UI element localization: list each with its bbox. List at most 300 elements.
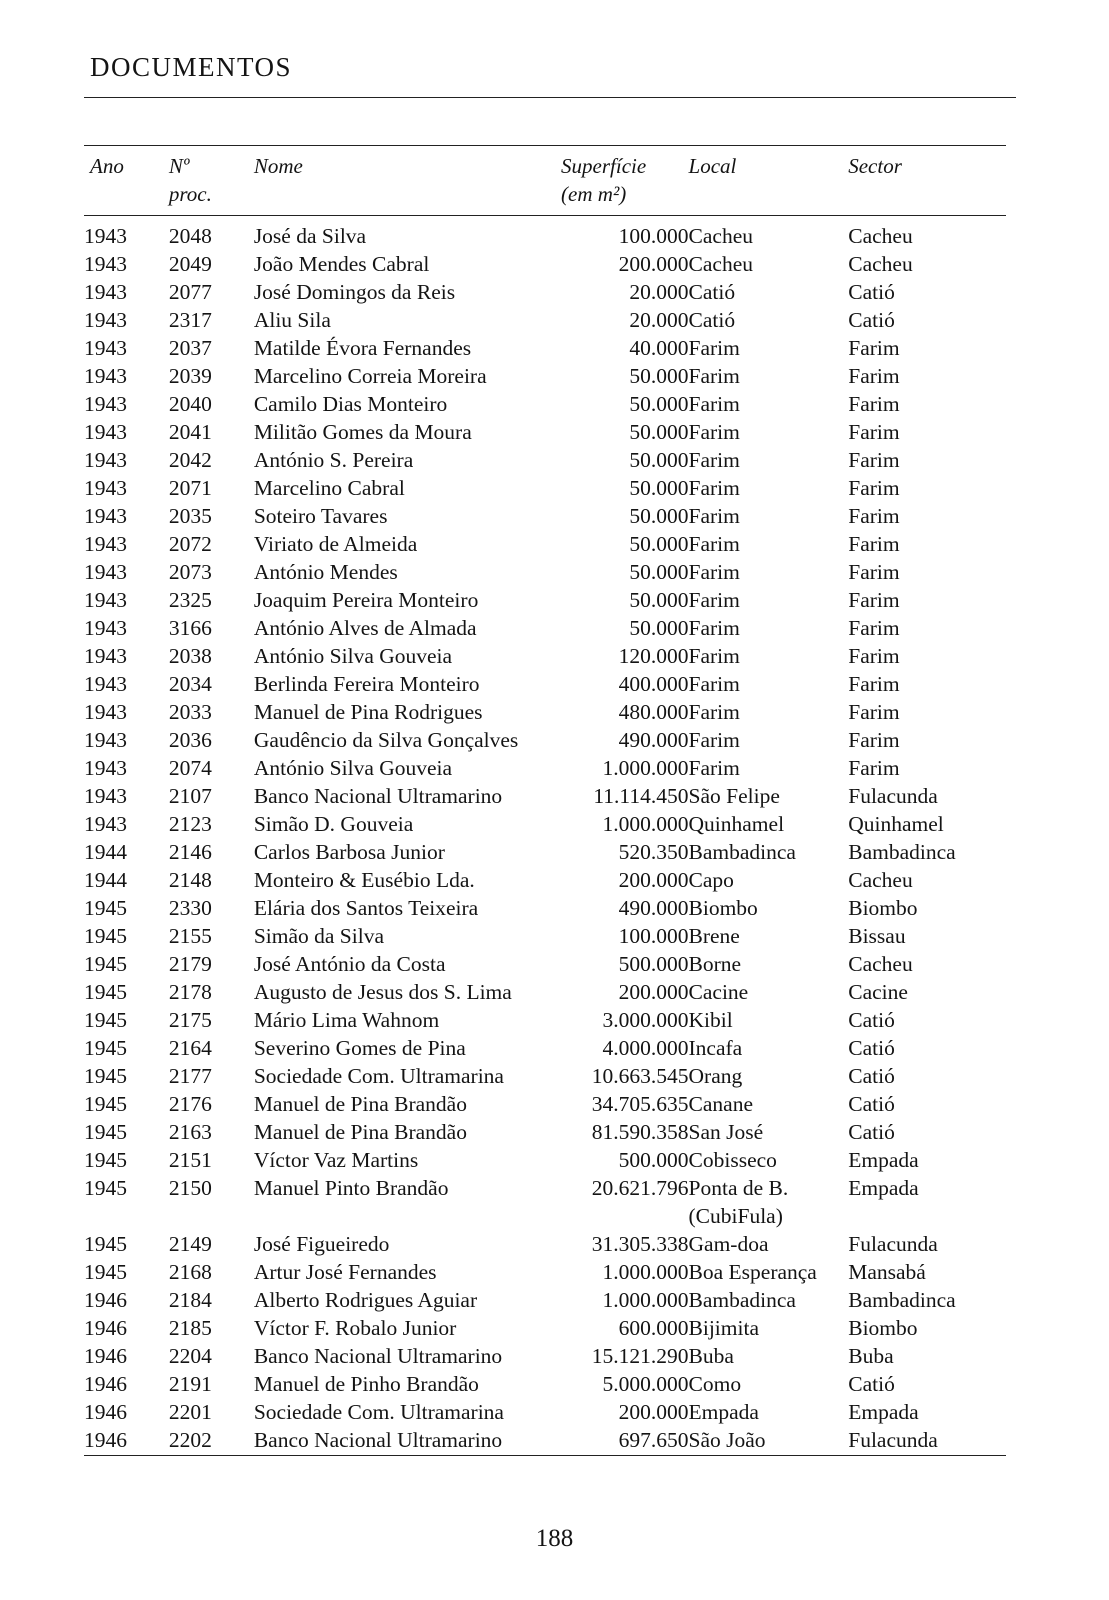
table-row (84, 1314, 1006, 1342)
cell-sector: Farim (848, 700, 900, 724)
cell-local: Farim (688, 476, 740, 500)
cell-sector: Catió (848, 1120, 895, 1144)
cell-ano: 1945 (84, 1260, 127, 1284)
cell-local: Farim (688, 420, 740, 444)
table-row (84, 446, 1006, 474)
cell-local: Farim (688, 644, 740, 668)
cell-ano: 1943 (84, 392, 127, 416)
cell-nome: Monteiro & Eusébio Lda. (253, 868, 475, 892)
table-row (84, 1090, 1006, 1118)
cell-nome: Soteiro Tavares (253, 504, 388, 528)
cell-sector: Catió (848, 1372, 895, 1396)
table-header (84, 146, 1006, 216)
column-header-local: Local (689, 146, 849, 216)
cell-local: Como (688, 1372, 742, 1396)
cell-superficie: 490.000 (618, 896, 689, 920)
cell-nome: Berlinda Fereira Monteiro (253, 672, 480, 696)
cell-ano: 1945 (84, 896, 127, 920)
cell-sector: Catió (848, 1008, 895, 1032)
cell-ano: 1946 (84, 1428, 127, 1452)
cell-nome: João Mendes Cabral (253, 252, 430, 276)
cell-superficie: 200.000 (618, 980, 689, 1004)
cell-ano: 1943 (84, 784, 127, 808)
table-row (84, 978, 1006, 1006)
cell-proc: 2330 (168, 896, 212, 920)
cell-superficie: 11.114.450 (593, 784, 689, 808)
cell-sector: Farim (848, 588, 900, 612)
cell-nome: Carlos Barbosa Junior (253, 840, 445, 864)
running-head: DOCUMENTOS (90, 52, 293, 82)
cell-proc: 2163 (168, 1120, 212, 1144)
table-row (84, 1258, 1006, 1286)
cell-superficie: 500.000 (618, 1148, 689, 1172)
table-row (84, 216, 1006, 251)
cell-local: Incafa (688, 1036, 743, 1060)
cell-local: Orang (688, 1064, 743, 1088)
table-row (84, 698, 1006, 726)
cell-ano: 1943 (84, 280, 127, 304)
cell-proc: 2177 (168, 1064, 212, 1088)
cell-nome: Gaudêncio da Silva Gonçalves (253, 728, 519, 752)
cell-local: Bijimita (688, 1316, 759, 1340)
cell-superficie: 1.000.000 (602, 1260, 689, 1284)
cell-ano: 1944 (84, 868, 127, 892)
cell-nome: Banco Nacional Ultramarino (253, 1344, 503, 1368)
cell-local: Farim (688, 336, 740, 360)
cell-sector: Cacheu (848, 868, 913, 892)
cell-sector: Empada (848, 1176, 919, 1200)
cell-nome: Manuel de Pina Rodrigues (253, 700, 483, 724)
cell-proc: 2150 (168, 1176, 212, 1200)
cell-local: Farim (688, 588, 740, 612)
table-row (84, 922, 1006, 950)
cell-superficie: 400.000 (618, 672, 689, 696)
cell-sector: Catió (848, 280, 895, 304)
cell-proc: 2168 (168, 1260, 212, 1284)
cell-local: Farim (688, 616, 740, 640)
cell-local: San José (688, 1120, 764, 1144)
cell-proc: 2040 (168, 392, 212, 416)
cell-superficie: 34.705.635 (591, 1092, 689, 1116)
cell-sector: Farim (848, 672, 900, 696)
cell-nome: Militão Gomes da Moura (253, 420, 472, 444)
cell-ano: 1944 (84, 840, 127, 864)
cell-superficie: 4.000.000 (602, 1036, 689, 1060)
cell-ano: 1943 (84, 420, 127, 444)
cell-ano: 1943 (84, 224, 127, 248)
cell-nome: Simão D. Gouveia (253, 812, 414, 836)
cell-superficie: 15.121.290 (591, 1344, 689, 1368)
table-row (84, 558, 1006, 586)
cell-local: Farim (688, 364, 740, 388)
cell-sector: Empada (848, 1148, 919, 1172)
column-header-ano: Ano (84, 146, 169, 216)
column-header-proc-line2: proc. (168, 182, 212, 206)
cell-nome: Manuel de Pinho Brandão (253, 1372, 479, 1396)
cell-ano: 1945 (84, 1232, 127, 1256)
cell-nome: Augusto de Jesus dos S. Lima (253, 980, 512, 1004)
cell-proc: 2049 (168, 252, 212, 276)
cell-sector: Bissau (848, 924, 906, 948)
cell-local: Farim (688, 448, 740, 472)
table-row (84, 306, 1006, 334)
cell-nome: Elária dos Santos Teixeira (253, 896, 479, 920)
cell-local: São Felipe (688, 784, 780, 808)
column-header-proc (169, 146, 254, 216)
table-row (84, 1230, 1006, 1258)
cell-proc: 2149 (168, 1232, 212, 1256)
cell-nome: António Silva Gouveia (253, 756, 453, 780)
cell-superficie: 200.000 (618, 252, 689, 276)
cell-superficie: 50.000 (629, 392, 689, 416)
column-header-sector: Sector (848, 146, 1006, 216)
table-row (84, 614, 1006, 642)
cell-local: Kibil (688, 1008, 733, 1032)
table-row (84, 726, 1006, 754)
cell-superficie: 50.000 (629, 448, 689, 472)
cell-ano: 1945 (84, 1176, 127, 1200)
cell-local: Buba (688, 1344, 734, 1368)
cell-proc: 2204 (168, 1344, 212, 1368)
cell-sector: Farim (848, 364, 900, 388)
cell-ano: 1943 (84, 560, 127, 584)
table-row (84, 1426, 1006, 1456)
cell-ano: 1945 (84, 924, 127, 948)
cell-sector: Catió (848, 1064, 895, 1088)
table-row (84, 894, 1006, 922)
cell-nome: Artur José Fernandes (253, 1260, 437, 1284)
table-row (84, 390, 1006, 418)
table-row (84, 418, 1006, 446)
table-row (84, 1342, 1006, 1370)
cell-superficie: 50.000 (629, 364, 689, 388)
column-header-proc-line1: Nº (168, 154, 190, 178)
cell-sector: Catió (848, 308, 895, 332)
cell-ano: 1943 (84, 616, 127, 640)
cell-local: Farim (688, 700, 740, 724)
column-header-superficie-line1: Superfície (561, 154, 647, 178)
cell-proc: 2164 (168, 1036, 212, 1060)
cell-local: Farim (688, 504, 740, 528)
cell-ano: 1943 (84, 336, 127, 360)
cell-proc: 2074 (168, 756, 212, 780)
cell-sector: Farim (848, 448, 900, 472)
table-row (84, 1398, 1006, 1426)
cell-nome: Sociedade Com. Ultramarina (253, 1400, 504, 1424)
cell-sector: Cacheu (848, 952, 913, 976)
cell-proc: 2037 (168, 336, 212, 360)
cell-proc: 2155 (168, 924, 212, 948)
cell-sector: Bambadinca (848, 1288, 956, 1312)
cell-sector: Farim (848, 420, 900, 444)
cell-proc: 2036 (168, 728, 212, 752)
cell-local: Boa Esperança (688, 1260, 817, 1284)
cell-proc: 2317 (168, 308, 212, 332)
cell-nome: Banco Nacional Ultramarino (253, 784, 503, 808)
cell-sector: Catió (848, 1036, 895, 1060)
table-row (84, 1286, 1006, 1314)
land-concessions-table (84, 145, 1006, 1456)
cell-nome: Manuel de Pina Brandão (253, 1120, 467, 1144)
table-row (84, 530, 1006, 558)
cell-ano: 1945 (84, 1036, 127, 1060)
table-body (84, 216, 1006, 1456)
table-row (84, 362, 1006, 390)
cell-ano: 1943 (84, 252, 127, 276)
cell-nome: Víctor F. Robalo Junior (253, 1316, 457, 1340)
cell-ano: 1946 (84, 1400, 127, 1424)
cell-sector: Farim (848, 728, 900, 752)
cell-ano: 1943 (84, 476, 127, 500)
cell-proc: 2034 (168, 672, 212, 696)
cell-local: Farim (688, 672, 740, 696)
cell-proc: 2071 (168, 476, 212, 500)
cell-ano: 1945 (84, 1120, 127, 1144)
cell-proc: 2123 (168, 812, 212, 836)
cell-nome: António Silva Gouveia (253, 644, 453, 668)
cell-sector: Biombo (848, 896, 918, 920)
cell-superficie: 200.000 (618, 1400, 689, 1424)
cell-superficie: 20.000 (629, 280, 689, 304)
table-row (84, 642, 1006, 670)
cell-superficie: 600.000 (618, 1316, 689, 1340)
cell-proc: 2146 (168, 840, 212, 864)
cell-sector: Buba (848, 1344, 894, 1368)
cell-proc: 2048 (168, 224, 212, 248)
cell-ano: 1946 (84, 1316, 127, 1340)
cell-sector: Farim (848, 560, 900, 584)
cell-nome: Alberto Rodrigues Aguiar (253, 1288, 478, 1312)
cell-proc: 2176 (168, 1092, 212, 1116)
cell-nome: António S. Pereira (253, 448, 414, 472)
table-row (84, 838, 1006, 866)
cell-nome: Matilde Évora Fernandes (253, 336, 472, 360)
cell-nome: José António da Costa (253, 952, 446, 976)
cell-nome: Marcelino Correia Moreira (253, 364, 487, 388)
table-row (84, 810, 1006, 838)
cell-superficie: 31.305.338 (591, 1232, 689, 1256)
cell-proc: 2201 (168, 1400, 212, 1424)
cell-ano: 1943 (84, 812, 127, 836)
cell-ano: 1943 (84, 588, 127, 612)
page-number: 188 (535, 1525, 574, 1552)
table-row (84, 950, 1006, 978)
cell-local-line2: (CubiFula) (688, 1204, 783, 1228)
cell-superficie: 5.000.000 (602, 1372, 689, 1396)
cell-ano: 1943 (84, 448, 127, 472)
table-row (84, 1034, 1006, 1062)
cell-local: Quinhamel (688, 812, 785, 836)
cell-superficie: 500.000 (618, 952, 689, 976)
cell-superficie: 480.000 (618, 700, 689, 724)
cell-nome: José Domingos da Reis (253, 280, 456, 304)
cell-local: Bambadinca (688, 840, 796, 864)
table-row (84, 586, 1006, 614)
cell-superficie: 1.000.000 (602, 812, 689, 836)
cell-superficie: 81.590.358 (591, 1120, 689, 1144)
cell-ano: 1943 (84, 728, 127, 752)
cell-ano: 1945 (84, 1148, 127, 1172)
cell-proc: 2185 (168, 1316, 212, 1340)
table-row (84, 782, 1006, 810)
cell-proc: 2042 (168, 448, 212, 472)
column-header-superficie (553, 146, 688, 216)
cell-proc: 2077 (168, 280, 212, 304)
cell-sector: Farim (848, 392, 900, 416)
cell-ano: 1946 (84, 1288, 127, 1312)
table-row (84, 1062, 1006, 1090)
cell-superficie: 50.000 (629, 560, 689, 584)
cell-sector: Fulacunda (848, 784, 938, 808)
table-row (84, 502, 1006, 530)
cell-sector: Cacheu (848, 224, 913, 248)
cell-superficie: 490.000 (618, 728, 689, 752)
cell-sector: Farim (848, 616, 900, 640)
cell-sector: Quinhamel (848, 812, 944, 836)
cell-ano: 1945 (84, 1092, 127, 1116)
cell-local: Catió (688, 280, 736, 304)
cell-local: Farim (688, 532, 740, 556)
cell-sector: Mansabá (848, 1260, 926, 1284)
table-row (84, 670, 1006, 698)
cell-local: Farim (688, 756, 740, 780)
cell-proc: 2179 (168, 952, 212, 976)
cell-proc: 2148 (168, 868, 212, 892)
cell-ano: 1943 (84, 504, 127, 528)
table-row (84, 866, 1006, 894)
cell-proc: 2325 (168, 588, 212, 612)
cell-proc: 2073 (168, 560, 212, 584)
cell-superficie: 200.000 (618, 868, 689, 892)
table-row (84, 250, 1006, 278)
cell-local: Cacheu (688, 252, 753, 276)
cell-ano: 1943 (84, 700, 127, 724)
cell-nome: Mário Lima Wahnom (253, 1008, 440, 1032)
cell-local: Catió (688, 308, 736, 332)
header-rule (84, 97, 1016, 98)
cell-sector: Empada (848, 1400, 919, 1424)
cell-local: Cobisseco (688, 1148, 777, 1172)
cell-nome: José da Silva (253, 224, 367, 248)
cell-sector: Farim (848, 504, 900, 528)
cell-ano: 1943 (84, 672, 127, 696)
cell-proc: 2191 (168, 1372, 212, 1396)
column-header-superficie-line2: (em m²) (561, 182, 627, 206)
cell-local: Farim (688, 392, 740, 416)
cell-local: Farim (688, 728, 740, 752)
cell-sector: Cacine (848, 980, 908, 1004)
cell-local (689, 1174, 849, 1230)
table-row (84, 1146, 1006, 1174)
cell-sector: Farim (848, 644, 900, 668)
cell-sector: Fulacunda (848, 1428, 938, 1452)
cell-superficie: 50.000 (629, 504, 689, 528)
cell-superficie: 10.663.545 (591, 1064, 689, 1088)
cell-sector: Farim (848, 336, 900, 360)
cell-sector: Bambadinca (848, 840, 956, 864)
cell-proc: 2202 (168, 1428, 212, 1452)
table-row (84, 1370, 1006, 1398)
cell-superficie: 40.000 (629, 336, 689, 360)
cell-proc: 2039 (168, 364, 212, 388)
cell-local: Brene (688, 924, 740, 948)
cell-proc: 2107 (168, 784, 212, 808)
cell-ano: 1943 (84, 756, 127, 780)
cell-sector: Cacheu (848, 252, 913, 276)
cell-nome: Manuel de Pina Brandão (253, 1092, 467, 1116)
table-row (84, 278, 1006, 306)
cell-superficie: 50.000 (629, 616, 689, 640)
cell-ano: 1945 (84, 1064, 127, 1088)
cell-superficie: 1.000.000 (602, 1288, 689, 1312)
cell-proc: 2035 (168, 504, 212, 528)
cell-superficie: 1.000.000 (602, 756, 689, 780)
cell-proc: 2041 (168, 420, 212, 444)
cell-nome: Aliu Sila (253, 308, 331, 332)
cell-proc: 2178 (168, 980, 212, 1004)
cell-superficie: 50.000 (629, 588, 689, 612)
cell-nome: José Figueiredo (253, 1232, 390, 1256)
cell-nome: Víctor Vaz Martins (253, 1148, 419, 1172)
cell-superficie: 20.621.796 (591, 1176, 689, 1200)
cell-local: Cacine (688, 980, 749, 1004)
cell-ano: 1945 (84, 952, 127, 976)
cell-local: Borne (688, 952, 742, 976)
cell-superficie: 520.350 (618, 840, 689, 864)
table-row (84, 474, 1006, 502)
cell-ano: 1943 (84, 532, 127, 556)
cell-superficie: 697.650 (618, 1428, 689, 1452)
cell-nome: Camilo Dias Monteiro (253, 392, 448, 416)
cell-nome: Joaquim Pereira Monteiro (253, 588, 479, 612)
cell-nome: Simão da Silva (253, 924, 384, 948)
cell-superficie: 100.000 (618, 924, 689, 948)
cell-superficie: 100.000 (618, 224, 689, 248)
column-header-nome: Nome (254, 146, 553, 216)
table-row (84, 1006, 1006, 1034)
cell-sector: Catió (848, 1092, 895, 1116)
cell-local: Empada (688, 1400, 759, 1424)
cell-proc: 2033 (168, 700, 212, 724)
cell-ano: 1943 (84, 644, 127, 668)
cell-local: Cacheu (688, 224, 753, 248)
cell-local: Farim (688, 560, 740, 584)
cell-proc: 2175 (168, 1008, 212, 1032)
cell-nome: António Mendes (253, 560, 398, 584)
cell-local: Bambadinca (688, 1288, 796, 1312)
cell-nome: António Alves de Almada (253, 616, 477, 640)
cell-proc: 2038 (168, 644, 212, 668)
cell-superficie: 50.000 (629, 476, 689, 500)
cell-sector: Farim (848, 532, 900, 556)
table-row (84, 334, 1006, 362)
cell-proc: 2184 (168, 1288, 212, 1312)
cell-nome: Sociedade Com. Ultramarina (253, 1064, 504, 1088)
cell-local: Capo (688, 868, 734, 892)
cell-local: Canane (688, 1092, 753, 1116)
cell-sector: Farim (848, 476, 900, 500)
cell-superficie: 20.000 (629, 308, 689, 332)
cell-local: Gam-doa (688, 1232, 769, 1256)
cell-nome: Marcelino Cabral (253, 476, 405, 500)
cell-ano: 1943 (84, 364, 127, 388)
cell-sector: Farim (848, 756, 900, 780)
cell-superficie: 50.000 (629, 532, 689, 556)
cell-nome: Manuel Pinto Brandão (253, 1176, 449, 1200)
cell-sector: Fulacunda (848, 1232, 938, 1256)
cell-proc: 3166 (168, 616, 212, 640)
cell-local: Biombo (688, 896, 758, 920)
